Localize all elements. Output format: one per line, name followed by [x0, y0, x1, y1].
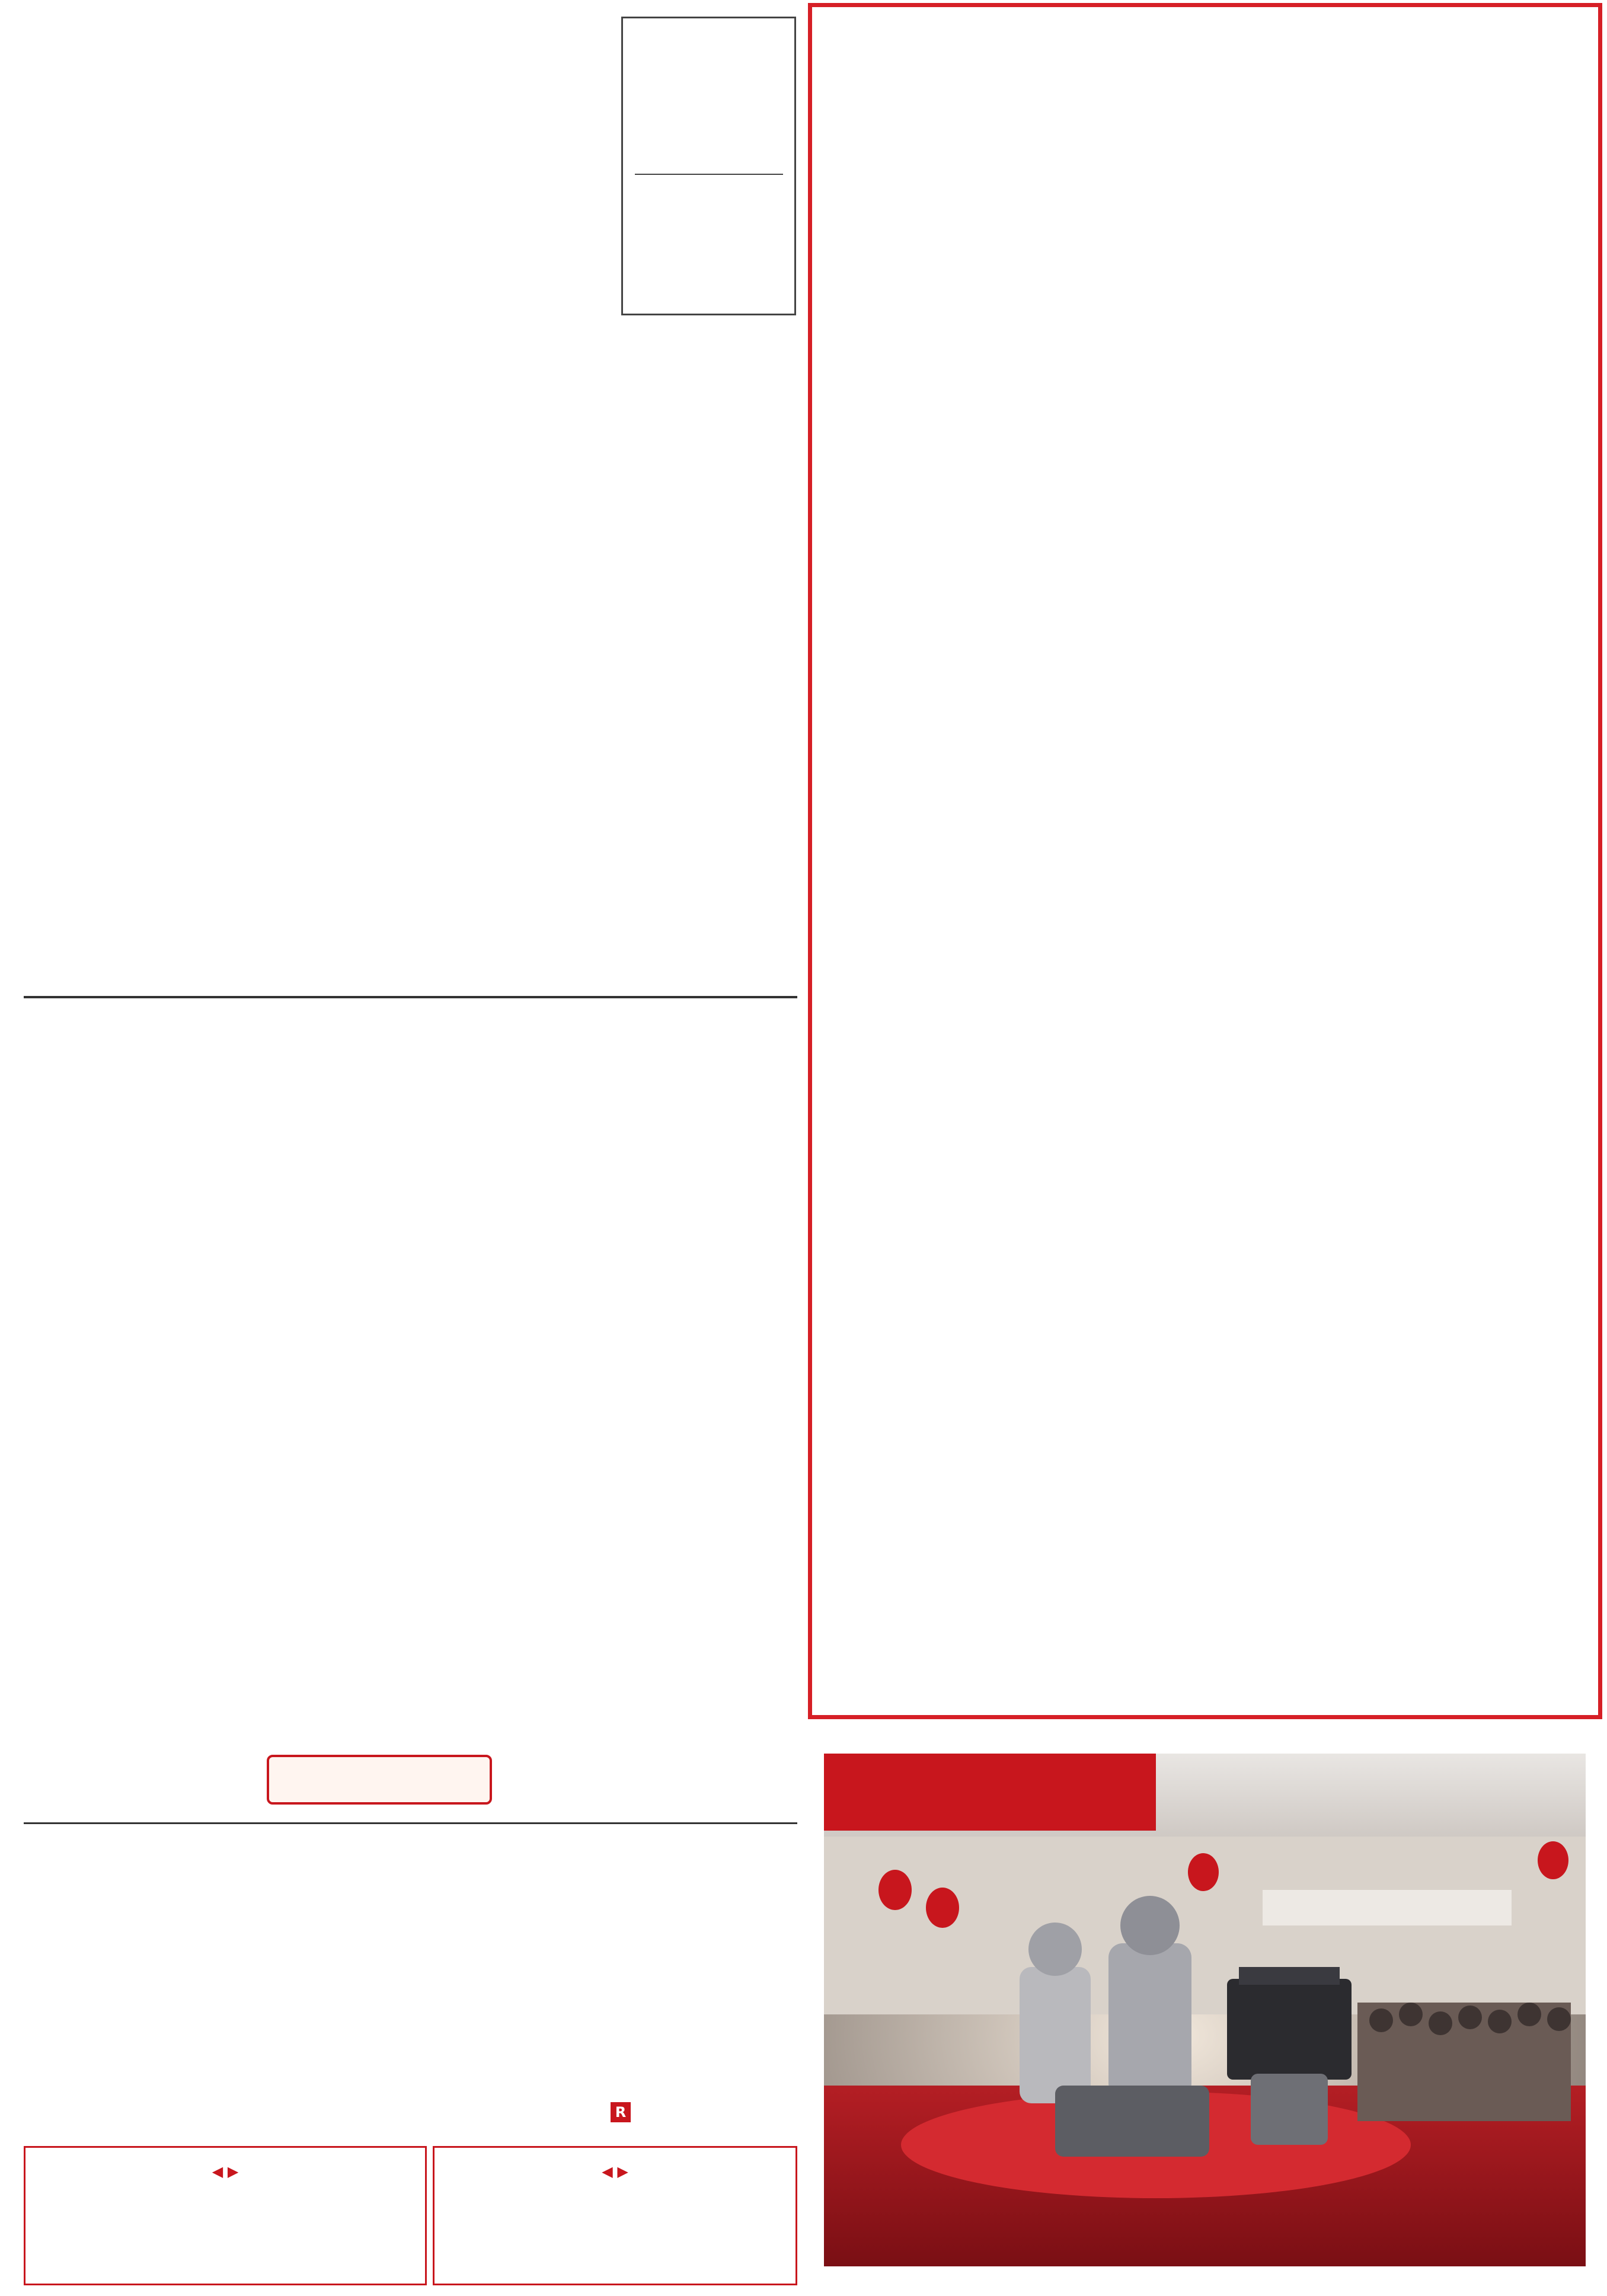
lead-divider: [24, 996, 797, 998]
today-talk-icon: R: [611, 2102, 631, 2122]
promo-box-1[interactable]: [24, 2146, 427, 2285]
today-talk-logo: [611, 2101, 717, 2126]
tianjin-body: [24, 1011, 255, 1752]
promo-page: ◀ ▶: [212, 2163, 239, 2180]
promo-box-2[interactable]: [433, 2146, 797, 2285]
column-logo: [267, 1755, 492, 1805]
photo-illustration: [824, 1754, 1586, 2266]
date-box: [621, 17, 796, 315]
date-divider: [635, 174, 783, 175]
masthead-logo: [24, 12, 587, 231]
promo-page: ◀ ▶: [602, 2163, 628, 2180]
photo-caption: [824, 2272, 1586, 2295]
spring-body: [827, 196, 1589, 1701]
mid-divider: [24, 1822, 797, 1824]
feature-body: [24, 1918, 797, 2108]
lead-body: [24, 575, 797, 960]
sichuan-body: [545, 1011, 797, 1755]
news-photo: [824, 1754, 1586, 2266]
